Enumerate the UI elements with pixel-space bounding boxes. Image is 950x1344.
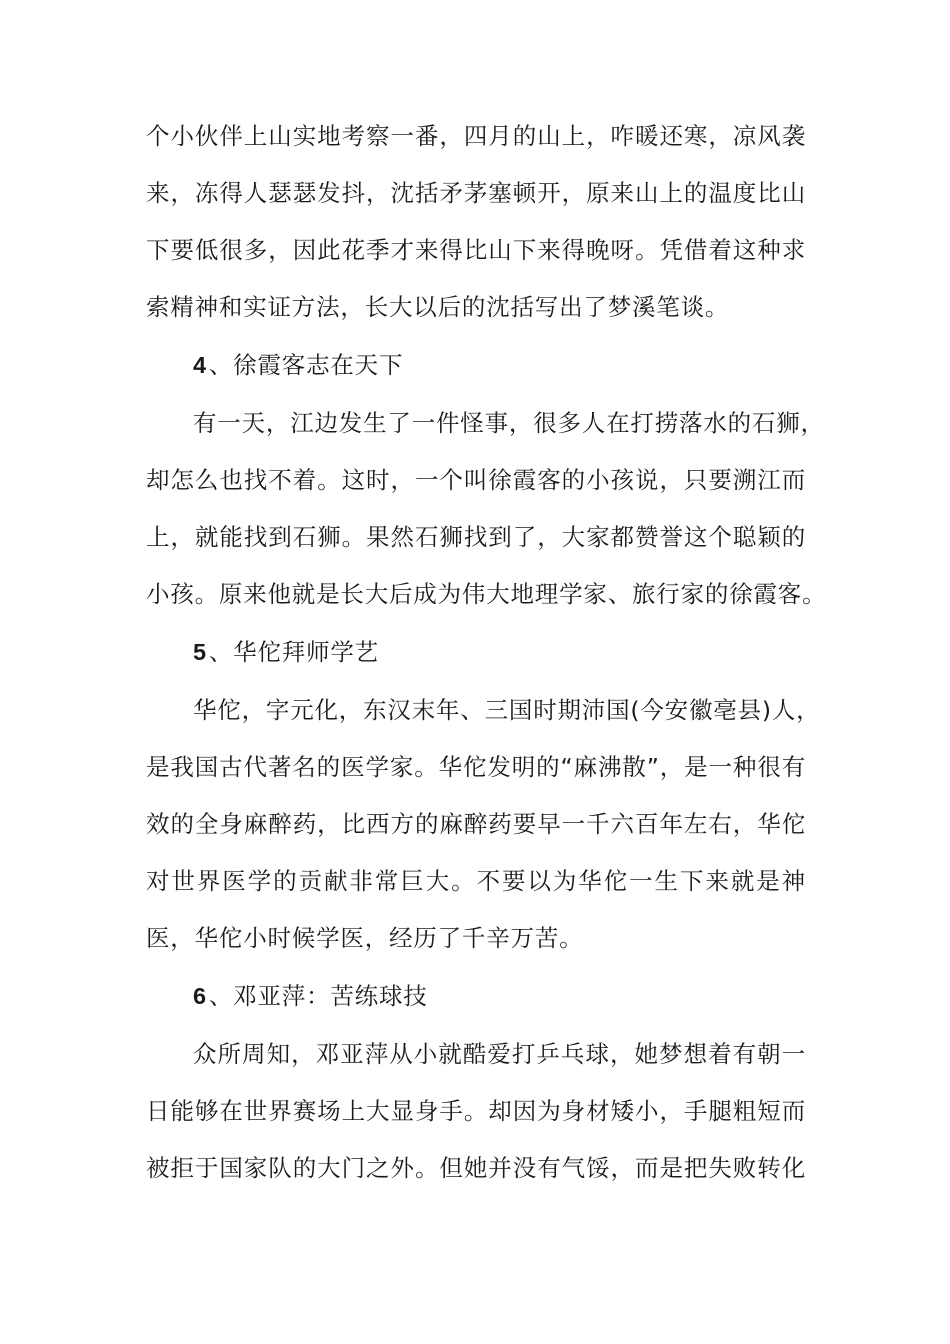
paragraph-line: 华佗，字元化，东汉末年、三国时期沛国(今安徽亳县)人， [193,696,821,724]
section-heading [193,635,379,669]
paragraph-line: 对世界医学的贡献非常巨大。不要以为华佗一生下来就是神 [146,867,806,895]
section-number: 4 [193,352,207,378]
paragraph-line: 上，就能找到石狮。果然石狮找到了，大家都赞誉这个聪颖的 [146,523,806,551]
paragraph-line: 医，华佗小时候学医，经历了千辛万苦。 [146,924,584,952]
paragraph-line: 索精神和实证方法，长大以后的沈括写出了梦溪笔谈。 [146,293,730,321]
section-number: 6 [193,983,207,1009]
paragraph-line: 却怎么也找不着。这时，一个叫徐霞客的小孩说，只要溯江而 [146,466,806,494]
section-number: 5 [193,639,207,665]
paragraph-line: 小孩。原来他就是长大后成为伟大地理学家、旅行家的徐霞客。 [146,580,827,608]
section-heading [193,979,428,1013]
paragraph-line: 个小伙伴上山实地考察一番，四月的山上，咋暖还寒，凉风袭 [146,122,806,150]
paragraph-line: 被拒于国家队的大门之外。但她并没有气馁，而是把失败转化 [146,1154,806,1182]
paragraph-line: 是我国古代著名的医学家。华佗发明的“麻沸散”，是一种很有 [146,753,806,781]
paragraph-line: 有一天，江边发生了一件怪事，很多人在打捞落水的石狮， [193,409,825,437]
section-title: 、华佗拜师学艺 [208,638,379,666]
section-heading [193,348,403,382]
section-title: 、邓亚萍：苦练球技 [208,982,428,1010]
paragraph-line: 效的全身麻醉药，比西方的麻醉药要早一千六百年左右，华佗 [146,810,806,838]
section-title: 、徐霞客志在天下 [208,351,404,379]
paragraph-line: 下要低很多，因此花季才来得比山下来得晚呀。凭借着这种求 [146,236,806,264]
paragraph-line: 日能够在世界赛场上大显身手。却因为身材矮小，手腿粗短而 [146,1097,806,1125]
paragraph-line: 众所周知，邓亚萍从小就酷爱打乒乓球，她梦想着有朝一 [193,1040,806,1068]
paragraph-line: 来，冻得人瑟瑟发抖，沈括矛茅塞顿开，原来山上的温度比山 [146,179,806,207]
